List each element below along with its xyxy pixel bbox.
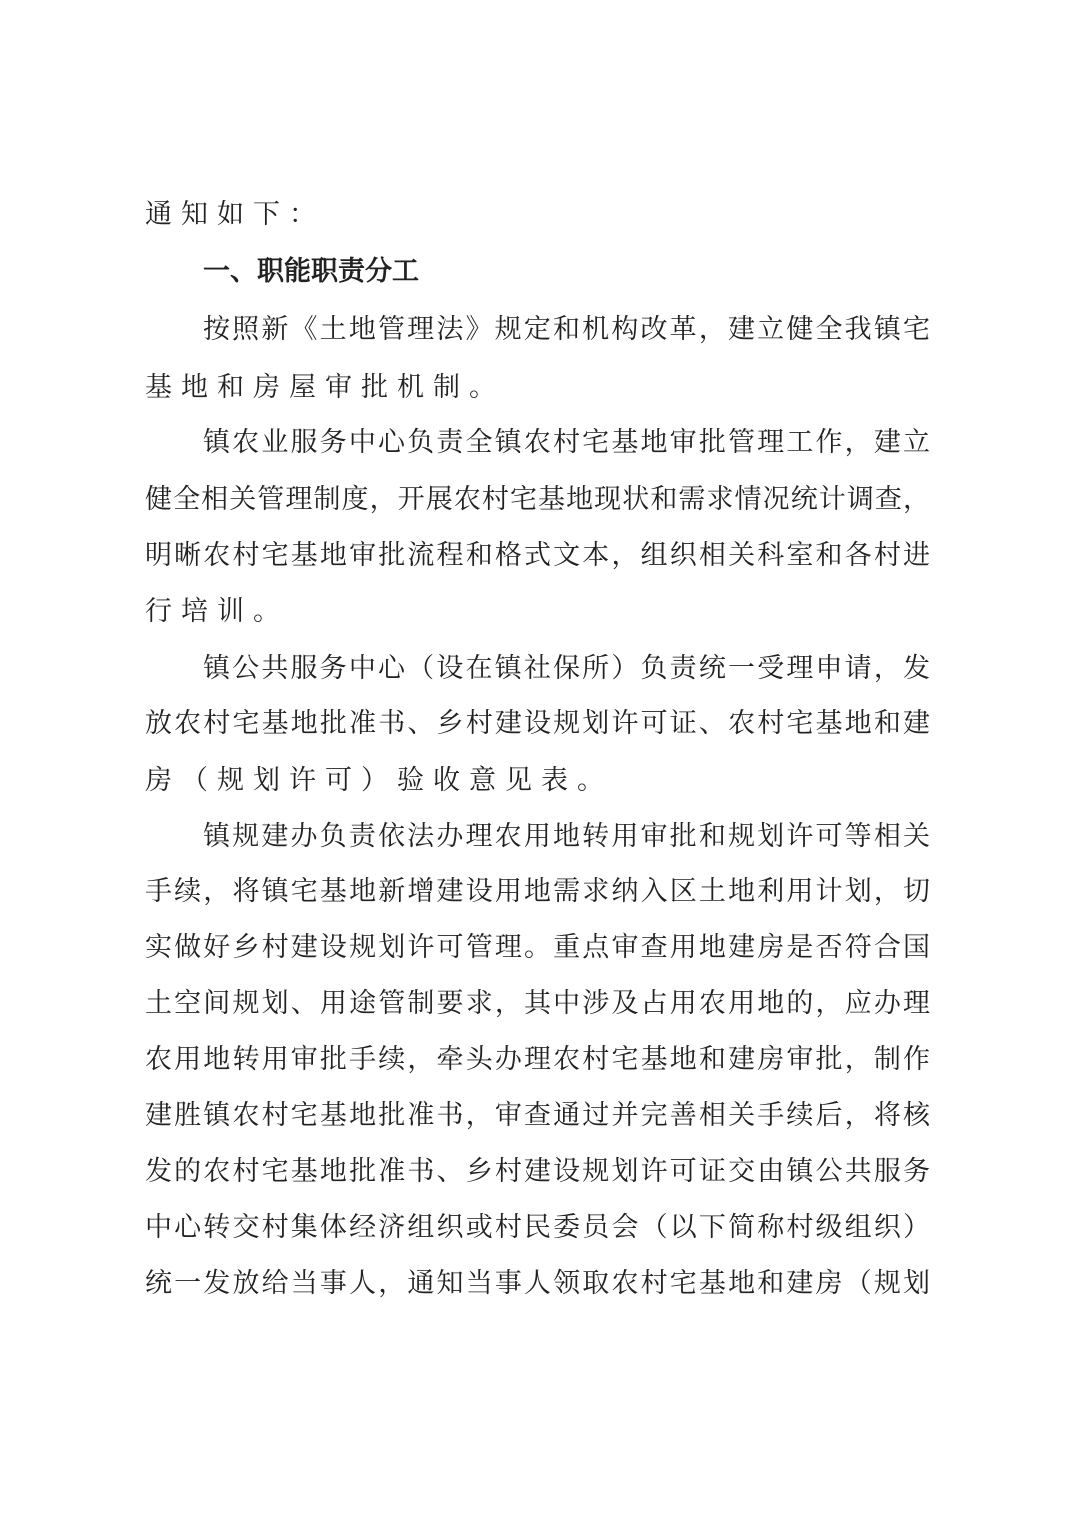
text-line: 放农村宅基地批准书、乡村建设规划许可证、农村宅基地和建 [145,708,930,739]
text-line: 农用地转用审批手续，牵头办理农村宅基地和建房审批，制作 [145,1044,930,1075]
text-line: 实做好乡村建设规划许可管理。重点审查用地建房是否符合国 [145,932,930,963]
text-line: 行培训。 [145,596,289,627]
text-line: 中心转交村集体经济组织或村民委员会（以下简称村级组织） [145,1212,930,1243]
text-line: 房（规划许可）验收意见表。 [145,765,613,796]
text-line: 镇农业服务中心负责全镇农村宅基地审批管理工作，建立 [203,427,930,458]
text-line: 发的农村宅基地批准书、乡村建设规划许可证交由镇公共服务 [145,1156,930,1187]
text-line: 镇公共服务中心（设在镇社保所）负责统一受理申请，发 [203,653,930,684]
text-line: 手续，将镇宅基地新增建设用地需求纳入区土地利用计划，切 [145,876,930,907]
text-line: 建胜镇农村宅基地批准书，审查通过并完善相关手续后，将核 [145,1100,930,1131]
text-line: 统一发放给当事人，通知当事人领取农村宅基地和建房（规划 [145,1268,930,1299]
text-line: 通知如下： [145,199,325,230]
text-line: 镇规建办负责依法办理农用地转用审批和规划许可等相关 [203,821,930,852]
text-line: 明晰农村宅基地审批流程和格式文本，组织相关科室和各村进 [145,540,930,571]
section-heading: 一、职能职责分工 [203,256,419,287]
text-line: 基地和房屋审批机制。 [145,372,505,403]
text-line: 健全相关管理制度，开展农村宅基地现状和需求情况统计调查， [145,484,930,515]
text-line: 按照新《土地管理法》规定和机构改革，建立健全我镇宅 [203,314,930,345]
text-line: 土空间规划、用途管制要求，其中涉及占用农用地的，应办理 [145,988,930,1019]
